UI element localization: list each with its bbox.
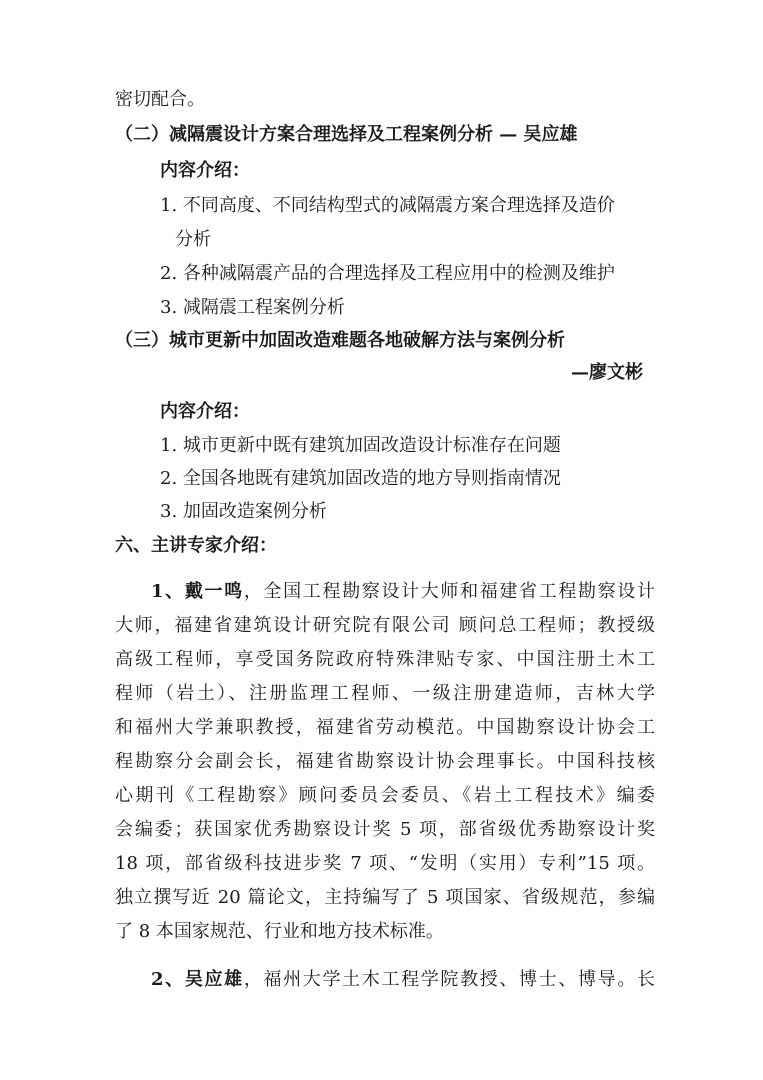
- paragraph-line: 大师，福建省建筑设计研究院有限公司 顾问总工程师；教授级: [115, 615, 655, 636]
- paragraph-line: 程勘察分会副会长，福建省勘察设计协会理事长。中国科技核: [115, 751, 655, 772]
- subheading: 内容介绍：: [160, 160, 250, 181]
- list-item: 3. 减隔震工程案例分析: [160, 297, 345, 318]
- paragraph-line: 2、吴应雄，福州大学土木工程学院教授、博士、博导。长: [151, 969, 656, 990]
- section-heading: （三）城市更新中加固改造难题各地破解方法与案例分析: [115, 330, 565, 351]
- paragraph-line: 心期刊《工程勘察》顾问委员会委员、《岩土工程技术》编委: [115, 785, 655, 806]
- paragraph-line: 和福州大学兼职教授，福建省劳动模范。中国勘察设计协会工: [115, 717, 655, 738]
- list-item-continuation: 分析: [175, 229, 211, 250]
- text-line: 密切配合。: [115, 89, 205, 110]
- expert-name: 1、戴一鸣: [151, 581, 244, 602]
- paragraph-line: 了 8 本国家规范、行业和地方技术标准。: [115, 921, 444, 942]
- paragraph-line: 高级工程师，享受国务院政府特殊津贴专家、中国注册土木工: [115, 649, 655, 670]
- subheading: 内容介绍：: [160, 401, 250, 422]
- list-item: 2. 全国各地既有建筑加固改造的地方导则指南情况: [160, 468, 561, 489]
- chapter-heading: 六、主讲专家介绍：: [115, 535, 277, 556]
- speaker-name: —廖文彬: [571, 362, 643, 383]
- list-item: 3. 加固改造案例分析: [160, 501, 327, 522]
- list-item: 1. 城市更新中既有建筑加固改造设计标准存在问题: [160, 435, 561, 456]
- paragraph-line: 1、戴一鸣，全国工程勘察设计大师和福建省工程勘察设计: [151, 581, 656, 602]
- paragraph-line: 18 项，部省级科技进步奖 7 项、“发明（实用）专利”15 项。: [115, 853, 655, 874]
- section-heading: （二）减隔震设计方案合理选择及工程案例分析 — 吴应雄: [115, 124, 578, 145]
- list-item: 1. 不同高度、不同结构型式的减隔震方案合理选择及造价: [160, 195, 615, 216]
- expert-name: 2、吴应雄: [151, 969, 244, 990]
- paragraph-line: 独立撰写近 20 篇论文，主持编写了 5 项国家、省级规范，参编: [115, 887, 655, 908]
- list-item: 2. 各种减隔震产品的合理选择及工程应用中的检测及维护: [160, 263, 615, 284]
- paragraph-line: 程师（岩土）、注册监理工程师、一级注册建造师，吉林大学: [115, 683, 655, 704]
- paragraph-line: 会编委；获国家优秀勘察设计奖 5 项，部省级优秀勘察设计奖: [115, 819, 655, 840]
